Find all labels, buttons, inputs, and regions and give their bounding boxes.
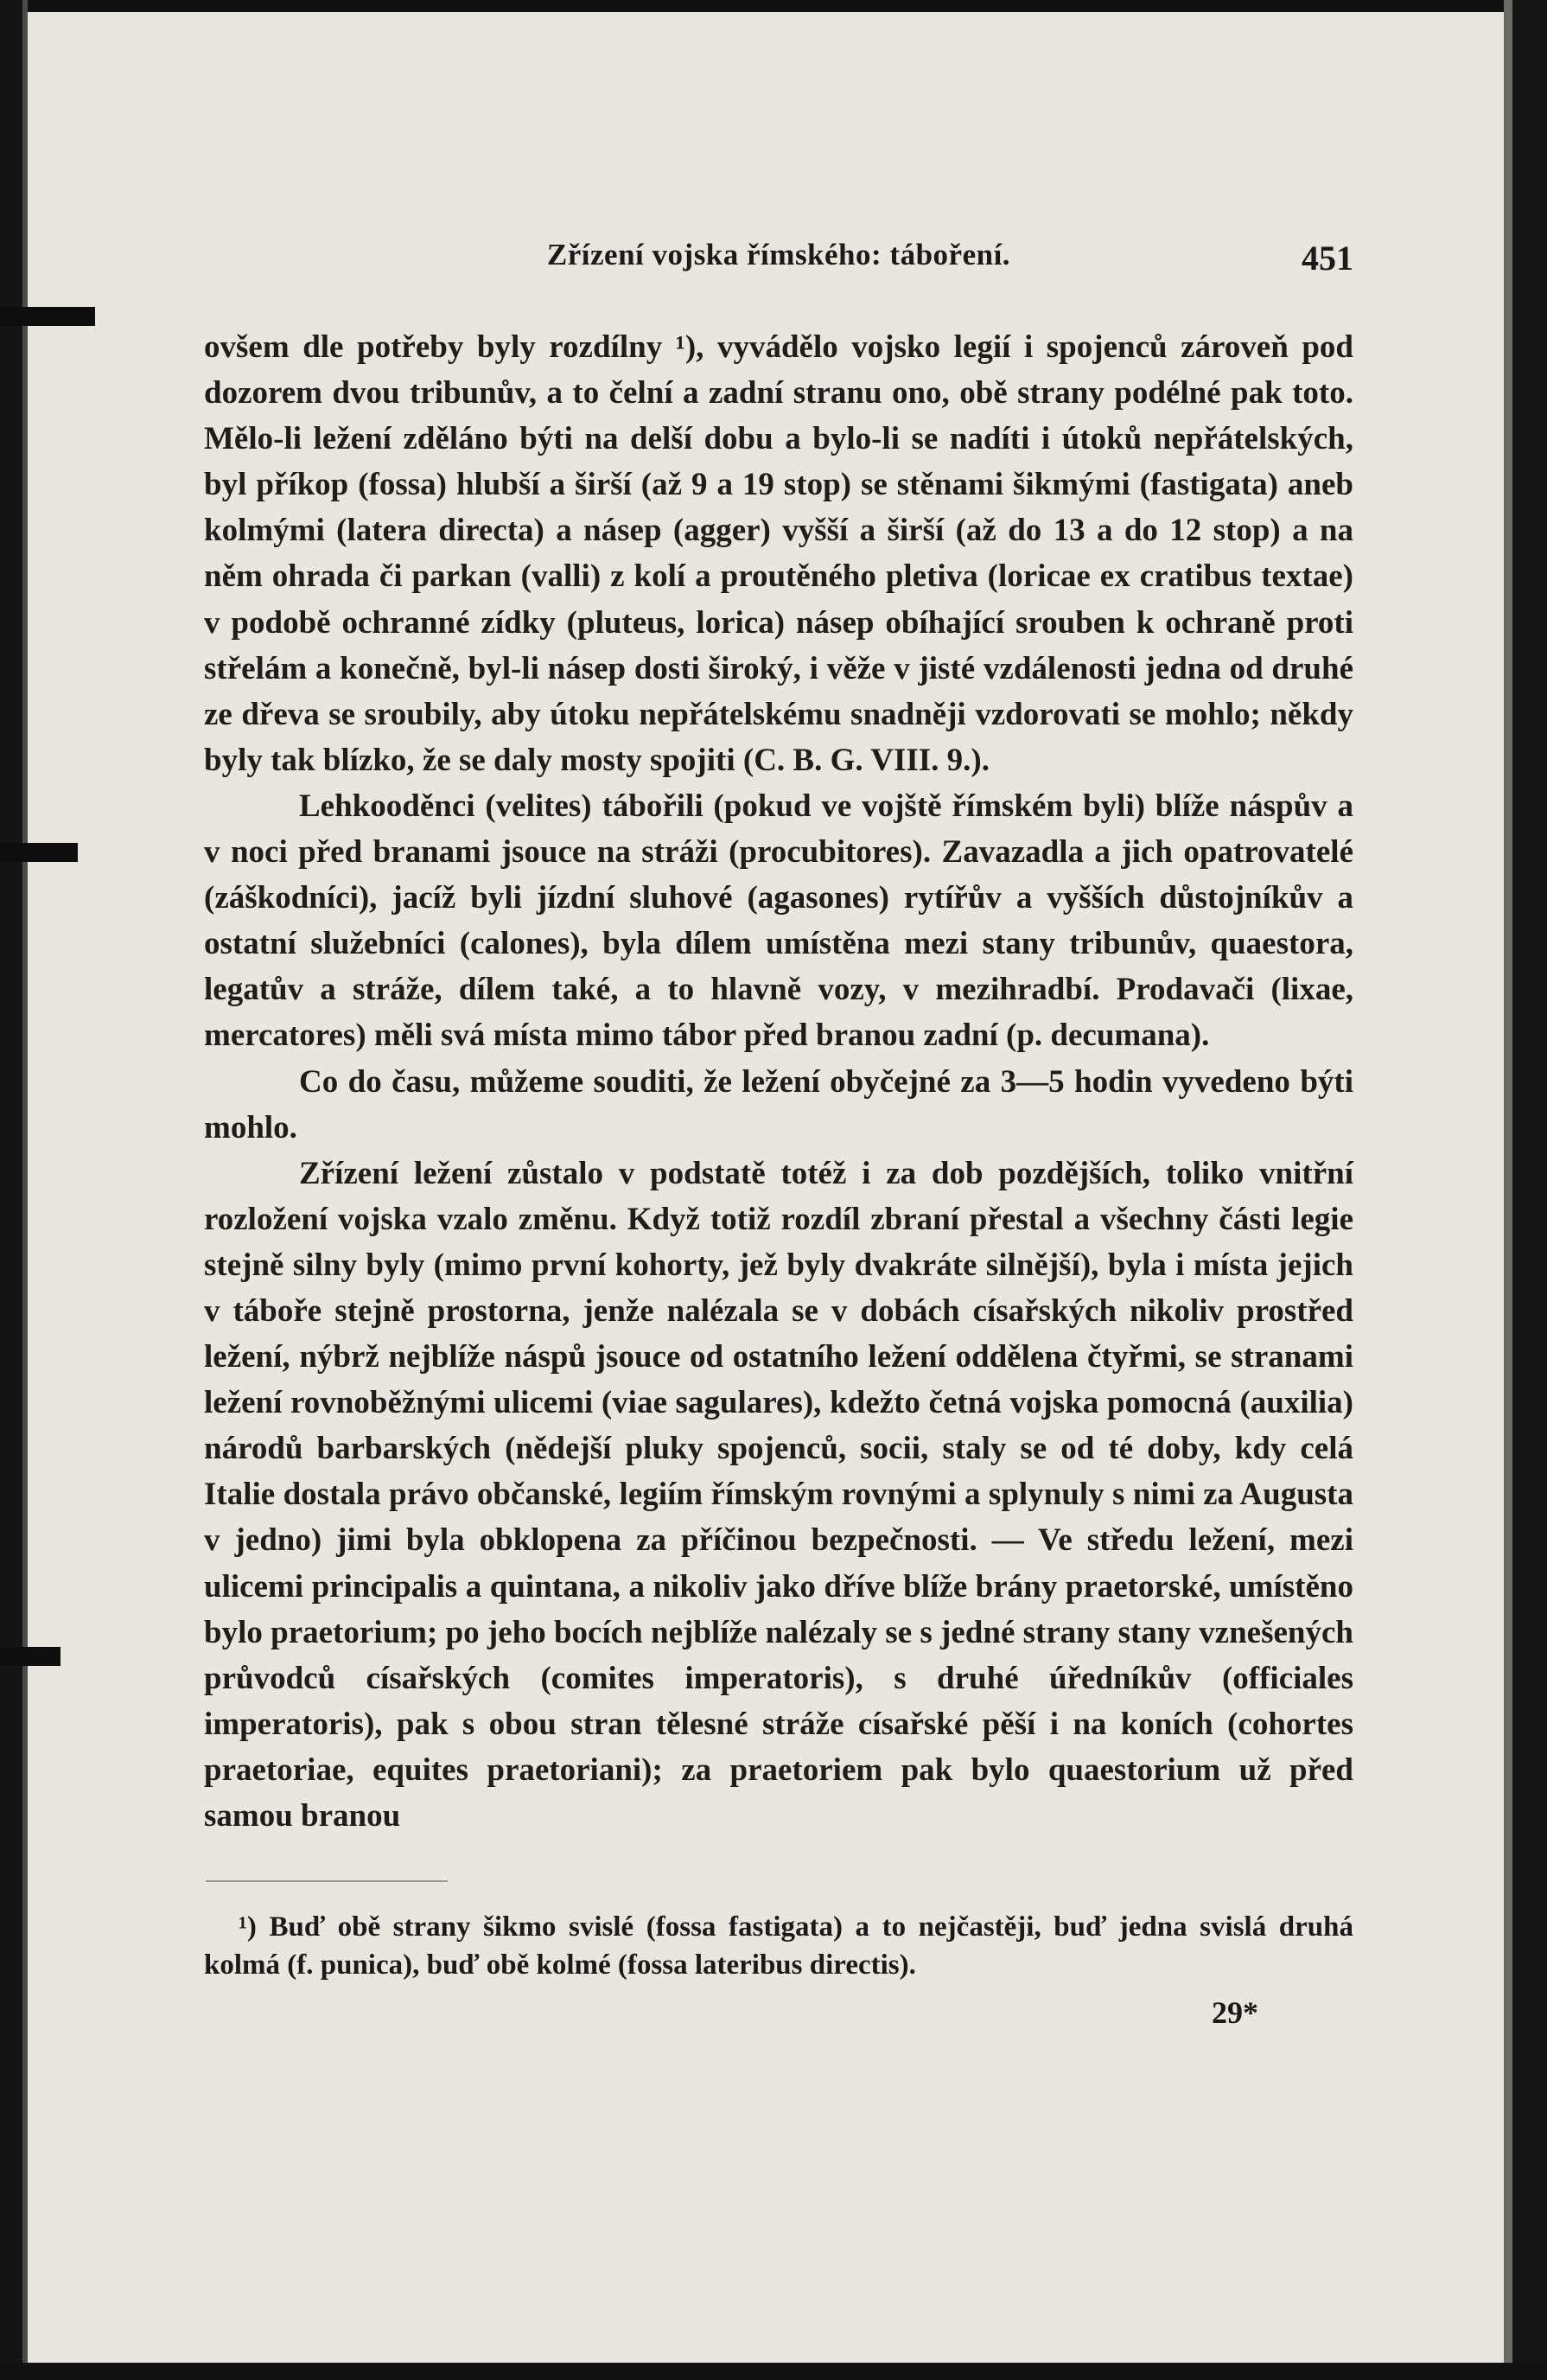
paragraph: Co do času, můžeme souditi, že ležení obyčejné za 3—5 hodin vyvedeno býti mohlo. [204,1063,1353,1145]
scan-border-left [0,0,22,2380]
body-text [204,324,1353,1839]
running-title: Zřízení vojska římského: táboření. [546,238,1011,271]
running-head [204,238,1353,290]
book-page [204,238,1353,2031]
footnote-divider [206,1880,448,1882]
scan-border-right-inner [1504,0,1512,2380]
page-number: 451 [1302,239,1353,278]
scan-border-top [0,0,1547,12]
binding-mark [0,843,78,862]
scan-border-left-inner [22,0,28,2380]
paragraph: ovšem dle potřeby byly rozdílny ¹), vyvádělo vojsko legií i spojenců zároveň pod dozorem dvou tribunův, a to čelní a zadní stranu ono, obě strany podélné pak toto. Mělo-li ležení zděláno býti na delší dobu a bylo-li se nadíti i útoků nepřátelských, byl příkop (fossa) hlubší a širší (až 9 a 19 stop) se stěnami šikmými (fastigata) aneb kolmými (latera directa) a násep (agger) vyšší a širší (až do 13 a do 12 stop) a na něm ohrada či parkan (valli) z kolí a proutěného pletiva (loricae ex cratibus textae) v podobě ochranné zídky (pluteus, lorica) násep obíhající srouben k ochraně proti střelám a konečně, byl-li násep dosti široký, i věže v jisté vzdálenosti jedna od druhé ze dřeva se sroubily, aby útoku nepřátelskému snadněji vzdorovati se mohlo; někdy byly tak blízko, že se daly mosty spojiti (C. B. G. VIII. 9.). [204,329,1353,778]
signature-mark: 29* [1212,1995,1258,2031]
scan-border-right [1512,0,1547,2380]
paragraph: Lehkooděnci (velites) tábořili (pokud ve vojště římském byli) blíže náspův a v noci před branami jsouce na stráži (procubitores). Zavazadla a jich opatrovatelé (záškodníci), jacíž byli jízdní sluhové (agasones) rytířův a vyšších důstojníkův a ostatní služebníci (calones), byla dílem umístěna mezi stany tribunův, quaestora, legatův a stráže, dílem také, a to hlavně vozy, v mezihradbí. Prodavači (lixae, mercatores) měli svá místa mimo tábor před branou zadní (p. decumana). [204,788,1353,1054]
footnote: ¹) Buď obě strany šikmo svislé (fossa fastigata) a to nejčastěji, buď jedna svislá druhá kolmá (f. punica), buď obě kolmé (fossa lateribus directis). [204,1911,1353,1981]
binding-mark [0,1647,60,1666]
binding-mark [0,307,95,326]
scan-border-bottom [0,2363,1547,2380]
paragraph: Zřízení ležení zůstalo v podstatě totéž i za dob pozdějších, toliko vnitřní rozložení vojska vzalo změnu. Když totiž rozdíl zbraní přestal a všechny části legie stejně silny byly (mimo první kohorty, jež byly dvakráte silnější), byla i místa jejich v táboře stejně prostorna, jenže nalézala se v dobách císařských nikoliv prostřed ležení, nýbrž nejblíže náspů jsouce od ostatního ležení oddělena čtyřmi, se stranami ležení rovnoběžnými ulicemi (viae sagulares), kdežto četná vojska pomocná (auxilia) národů barbarských (nědejší pluky spojenců, socii, staly se od té doby, kdy celá Italie dostala právo občanské, legiím římským rovnými a splynuly s nimi za Augusta v jedno) jimi byla obklopena za příčinou bezpečnosti. — Ve středu ležení, mezi ulicemi principalis a quintana, a nikoliv jako dříve blíže brány praetorské, umístěno bylo praetorium; po jeho bocích nejblíže nalézaly se s jedné strany stany vznešených průvodců císařských (comites imperatoris), s druhé úředníkův (officiales imperatoris), pak s obou stran tělesné stráže císařské pěší i na koních (cohortes praetoriae, equites praetoriani); za praetoriem pak bylo quaestorium už před samou branou [204,1155,1353,1834]
